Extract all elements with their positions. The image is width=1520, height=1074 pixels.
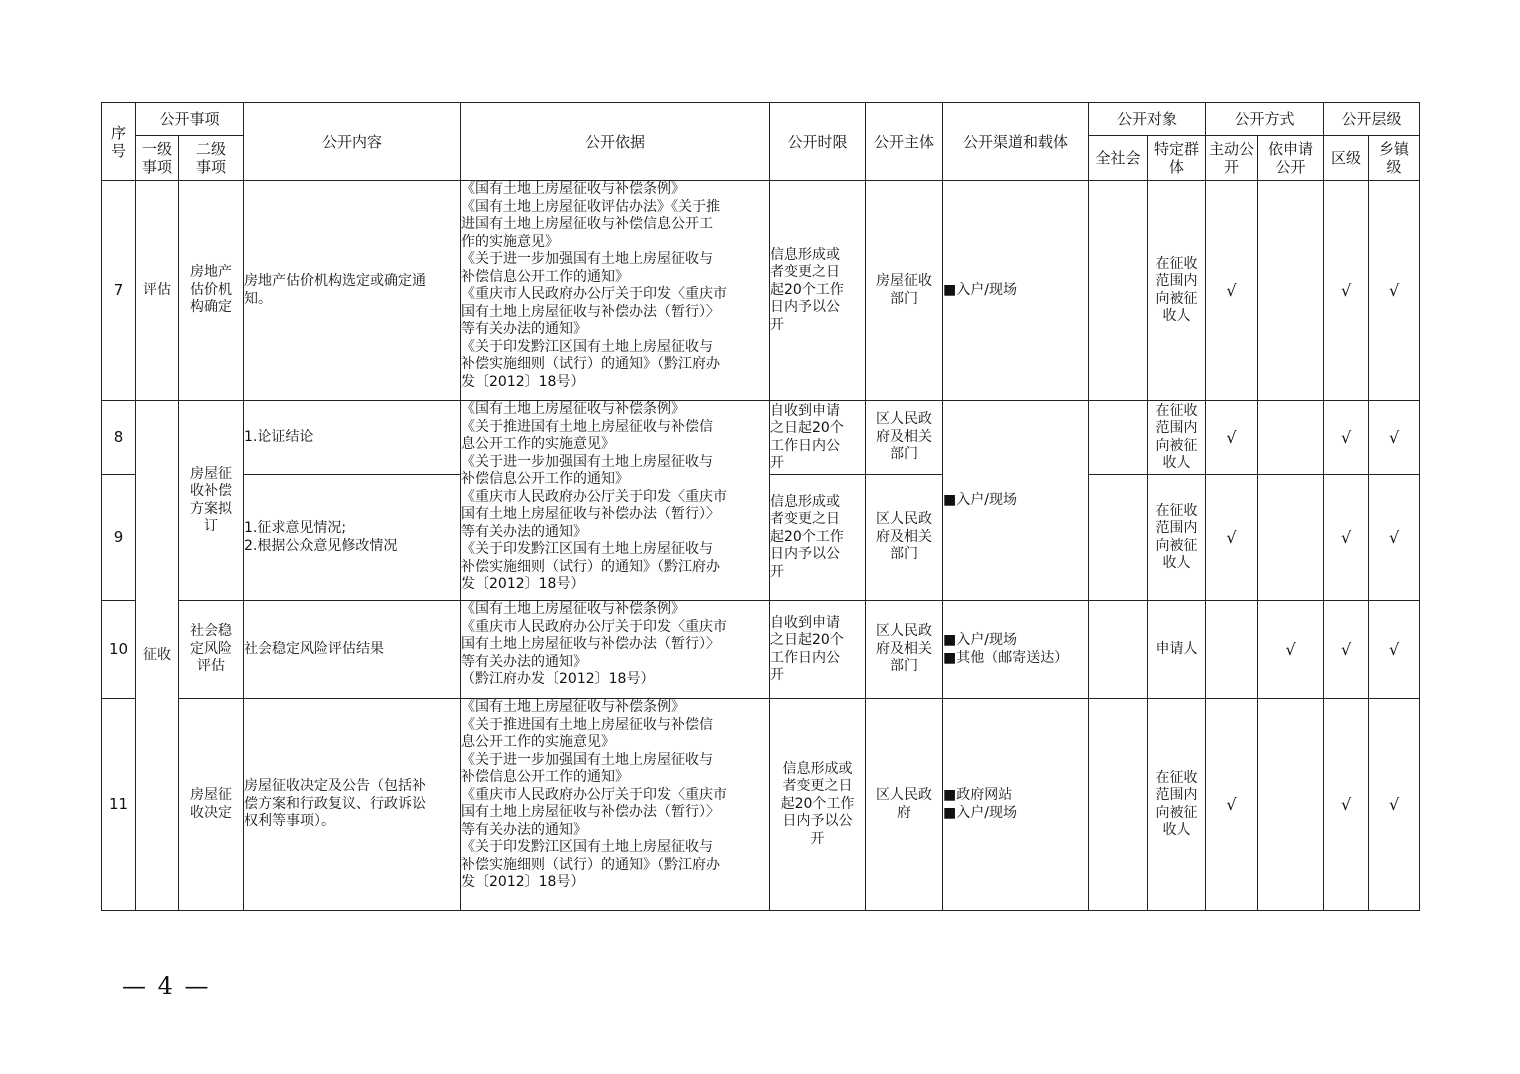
row-level1: 评估 [136,181,179,401]
row-channel: ■入户/现场 [943,401,1089,601]
header-basis: 公开依据 [461,103,770,181]
row-level-district-check: √ [1324,401,1369,475]
row-level2: 社会稳 定风险 评估 [179,601,244,699]
row-channel: ■入户/现场 [943,181,1089,401]
row-level2: 房屋征 收决定 [179,699,244,911]
header-items: 公开事项 [136,103,244,136]
row-time-limit: 信息形成或 者变更之日 起20个工作 日内予以公 开 [770,699,866,911]
row-audience-all [1089,401,1148,475]
row-audience-all [1089,181,1148,401]
disclosure-table [101,102,1420,911]
row-basis: 《国有土地上房屋征收与补偿条例》 《关于推进国有土地上房屋征收与补偿信 息公开工作的实施意见》 《关于进一步加强国有土地上房屋征收与 补偿信息公开工作的通知》 《重庆市人民政府办公厅关于印发〈重庆市 国有土地上房屋征收与补偿办法（暂行）〉 等有关办法的通知》 《关于印发黔江区国有土地上房屋征收与 补偿实施细则（试行）的通知》（黔江府办 发〔2012〕18号） [461,699,770,911]
header-content: 公开内容 [244,103,461,181]
row-basis: 《国有土地上房屋征收与补偿条例》 《重庆市人民政府办公厅关于印发〈重庆市 国有土地上房屋征收与补偿办法（暂行）〉 等有关办法的通知》 （黔江府办发〔2012〕18号） [461,601,770,699]
row-seq: 11 [102,699,136,911]
row-level-district-check: √ [1324,475,1369,601]
row-content: 社会稳定风险评估结果 [244,601,461,699]
header-level: 公开层级 [1324,103,1420,136]
header-level2: 二级 事项 [179,136,244,181]
row-subject: 区人民政 府及相关 部门 [866,601,943,699]
header-level-town: 乡镇 级 [1369,136,1420,181]
row-level2: 房屋征 收补偿 方案拟 订 [179,401,244,601]
row-subject: 区人民政 府及相关 部门 [866,475,943,601]
row-content: 房屋征收决定及公告（包括补 偿方案和行政复议、行政诉讼 权利等事项）。 [244,699,461,911]
row-audience-specific: 在征收 范围内 向被征 收人 [1148,401,1206,475]
header-level-district: 区级 [1324,136,1369,181]
row-subject: 区人民政 府 [866,699,943,911]
row-level-district-check: √ [1324,699,1369,911]
row-level2: 房地产 估价机 构确定 [179,181,244,401]
row-basis: 《国有土地上房屋征收与补偿条例》 《关于推进国有土地上房屋征收与补偿信 息公开工作的实施意见》 《关于进一步加强国有土地上房屋征收与 补偿信息公开工作的通知》 《重庆市人民政府办公厅关于印发〈重庆市 国有土地上房屋征收与补偿办法（暂行）〉 等有关办法的通知》 《关于印发黔江区国有土地上房屋征收与 补偿实施细则（试行）的通知》（黔江府办 发〔2012〕18号） [461,401,770,601]
row-seq: 8 [102,401,136,475]
row-mode-active [1206,601,1258,699]
row-time-limit: 自收到申请 之日起20个 工作日内公 开 [770,601,866,699]
header-level1: 一级 事项 [136,136,179,181]
row-level-district-check: √ [1324,601,1369,699]
row-mode-active-check: √ [1206,401,1258,475]
header-channel: 公开渠道和载体 [943,103,1089,181]
row-mode-active-check: √ [1206,475,1258,601]
row-channel: ■政府网站 ■入户/现场 [943,699,1089,911]
row-time-limit: 自收到申请 之日起20个 工作日内公 开 [770,401,866,475]
row-audience-all [1089,601,1148,699]
table-row [102,401,1420,475]
row-level-town-check: √ [1369,699,1420,911]
header-mode: 公开方式 [1206,103,1324,136]
row-seq: 7 [102,181,136,401]
row-mode-request [1258,401,1324,475]
row-audience-specific: 在征收 范围内 向被征 收人 [1148,699,1206,911]
table-row [102,181,1420,401]
row-subject: 区人民政 府及相关 部门 [866,401,943,475]
row-content: 房地产估价机构选定或确定通 知。 [244,181,461,401]
row-mode-active-check: √ [1206,181,1258,401]
row-time-limit: 信息形成或 者变更之日 起20个工作 日内予以公 开 [770,475,866,601]
row-level-town-check: √ [1369,181,1420,401]
row-level-town-check: √ [1369,475,1420,601]
row-level-town-check: √ [1369,601,1420,699]
table-row [102,601,1420,699]
page-number: — 4 — [122,972,211,1000]
row-audience-all [1089,475,1148,601]
header-mode-request: 依申请 公开 [1258,136,1324,181]
row-content: 1.征求意见情况; 2.根据公众意见修改情况 [244,475,461,601]
row-audience-specific: 在征收 范围内 向被征 收人 [1148,181,1206,401]
row-mode-request [1258,181,1324,401]
row-level-district-check: √ [1324,181,1369,401]
header-audience: 公开对象 [1089,103,1206,136]
header-audience-all: 全社会 [1089,136,1148,181]
row-mode-request-check: √ [1258,601,1324,699]
row-audience-all [1089,699,1148,911]
row-level-town-check: √ [1369,401,1420,475]
row-audience-specific: 在征收 范围内 向被征 收人 [1148,475,1206,601]
header-seq: 序 号 [102,103,136,181]
header-mode-active: 主动公 开 [1206,136,1258,181]
row-seq: 9 [102,475,136,601]
row-mode-request [1258,699,1324,911]
row-time-limit: 信息形成或 者变更之日 起20个工作 日内予以公 开 [770,181,866,401]
row-mode-active-check: √ [1206,699,1258,911]
row-subject: 房屋征收 部门 [866,181,943,401]
row-level1: 征收 [136,401,179,911]
header-subject: 公开主体 [866,103,943,181]
table-row [102,699,1420,911]
header-audience-specific: 特定群 体 [1148,136,1206,181]
row-mode-request [1258,475,1324,601]
row-basis: 《国有土地上房屋征收与补偿条例》 《国有土地上房屋征收评估办法》《关于推 进国有土地上房屋征收与补偿信息公开工 作的实施意见》 《关于进一步加强国有土地上房屋征收与 补偿信息公开工作的通知》 《重庆市人民政府办公厅关于印发〈重庆市 国有土地上房屋征收与补偿办法（暂行）〉 等有关办法的通知》 《关于印发黔江区国有土地上房屋征收与 补偿实施细则（试行）的通知》（黔江府办 发〔2012〕18号） [461,181,770,401]
row-audience-specific: 申请人 [1148,601,1206,699]
row-seq: 10 [102,601,136,699]
row-content: 1.论证结论 [244,401,461,475]
row-channel: ■入户/现场 ■其他（邮寄送达） [943,601,1089,699]
header-time-limit: 公开时限 [770,103,866,181]
